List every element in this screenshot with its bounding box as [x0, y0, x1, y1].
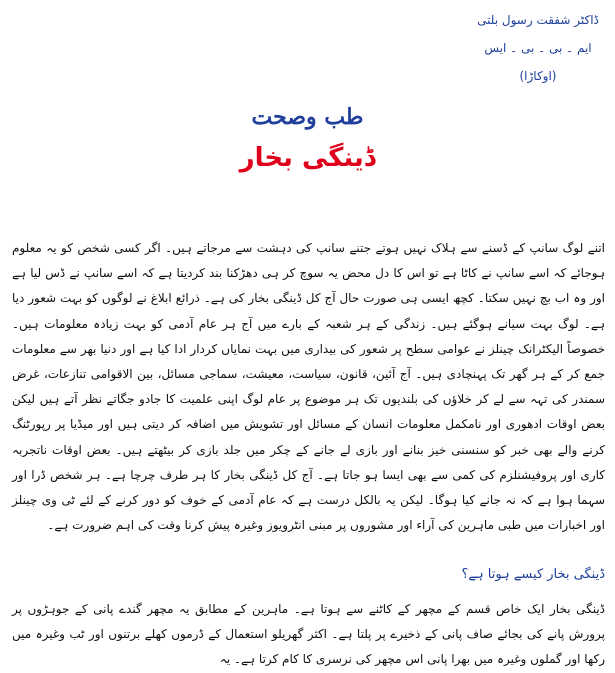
subheading: ڈینگی بخار کیسے ہوتا ہے؟ [461, 567, 605, 582]
article-title: ڈینگی بخار [239, 143, 376, 173]
author-block [470, 6, 606, 90]
section-title: طب وصحت [251, 104, 364, 130]
author-city: (اوکاڑا) [519, 69, 557, 83]
paragraph-1: اتنے لوگ سانپ کے ڈسنے سے ہلاک نہیں ہوتے جتنے سانپ کی دہشت سے مرجاتے ہیں۔ اگر کسی شخص کو یہ معلوم ہوجائے کہ اسے سانپ نے کاٹا ہے تو اس کا دل محض یہ سوچ کر ہی دھڑکنا بند کردیتا ہے کہ اسے سانپ نے ڈس لیا ہے اور وہ اب بچ نہیں سکتا۔ کچھ ایسی ہی صورت حال آج کل ڈینگی بخار کی ہے۔ ذرائع ابلاغ نے لوگوں کو بہت شعور دیا ہے۔ لوگ بہت سیانے ہوگئے ہیں۔ زندگی کے ہر شعبہ کے بارے میں آج ہر عام آدمی کو بہت زیادہ معلومات ہیں۔ خصوصاً الیکٹرانک چینلز نے عوامی سطح پر شعور کی بیداری میں بہت نمایاں کردار ادا کیا ہے اور دنیا بھر سے معلومات جمع کر کے ہر گھر تک پہنچادی ہیں۔ آج آئین، قانون، سیاست، معیشت، سماجی مسائل، بین الاقوامی تنازعات، غرض سمندر کی تہہ سے لے کر خلاؤں کی بلندیوں تک ہر موضوع پر عام لوگ اپنی علمیت کا جادو جگاتے نظر آتے ہیں لیکن بعض اوقات ادھوری اور نامکمل معلومات انسان کے مسائل اور تشویش میں اضافہ کر دیتی ہیں اور میڈیا پر رپورٹنگ کرنے والے بھی خبر کو سنسنی خیز بنانے اور بازی لے جانے کے چکر میں جلد بازی کر بیٹھتے ہیں۔ بعض اوقات ناتجربہ کاری اور پروفیشنلزم کی کمی سے بھی ایسا ہو جاتا ہے۔ آج کل ڈینگی بخار کا ہر طرف چرچا ہے۔ ہر شخص ڈرا اور سہما ہوا ہے کہ نہ جانے کیا ہوگا۔ لیکن یہ بالکل درست ہے کہ عام آدمی کے خوف کو دور کرنے کے لئے ٹی وی چینلز اور اخبارات میں طبی ماہرین کی آراء اور مشوروں پر مبنی انٹرویوز وغیرہ پیش کرنا وقت کی اہم ضرورت ہے۔ [12, 241, 605, 533]
paragraph-2: ڈینگی بخار ایک خاص قسم کے مچھر کے کاٹنے سے ہوتا ہے۔ ماہرین کے مطابق یہ مچھر گندے پانی کے جوہڑوں پر پرورش پانے کی بجائے صاف پانی کے ذخیرے پر پلتا ہے۔ اکثر گھریلو استعمال کے ڈرموں کھلے برتنوں اور ٹب وغیرہ میں رکھا اور گملوں وغیرہ میں بھرا پانی اس مچھر کی نرسری کا کام کرتا ہے۔ یہ [12, 602, 605, 667]
article-body-2 [12, 597, 605, 673]
author-degree: ایم ۔ بی ۔ بی ۔ ایس [484, 41, 592, 55]
article-body [12, 236, 605, 538]
author-name: ڈاکٹر شفقت رسول بلتی [477, 13, 599, 27]
